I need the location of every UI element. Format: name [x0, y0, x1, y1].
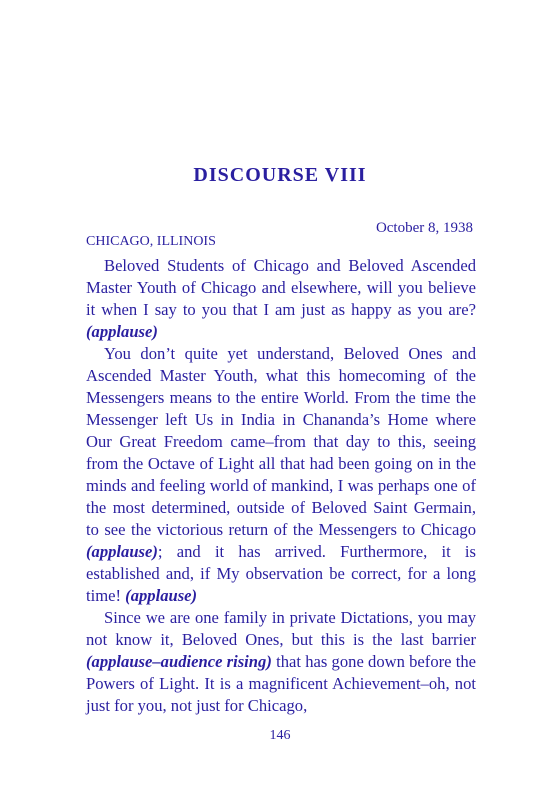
body-paragraph: [86, 255, 476, 343]
discourse-date: October 8, 1938: [375, 220, 473, 236]
paragraph-text: ; and it has arrived. Furthermore, it is established and, if My observation be correct, for a long time!: [86, 542, 476, 605]
body-paragraph: [86, 343, 476, 607]
paragraph-text: Since we are one family in private Dictations, you may not know it, Beloved Ones, but this is the last barrier: [86, 608, 476, 649]
body-paragraph: [86, 607, 476, 717]
discourse-heading: DISCOURSE VIII: [193, 164, 367, 186]
stage-note: (applause): [86, 542, 158, 561]
paragraph-text: You don’t quite yet understand, Beloved Ones and Ascended Master Youth, what this homecoming of the Messengers means to the entire World. From the time the Messenger left Us in India in Chananda’s Home where Our Great Freedom came–from that day to this, seeing from the Octave of Light all that had been going on in the minds and feeling world of mankind, I was perhaps one of the most determined, outside of Beloved Saint Germain, to see the victorious return of the Messengers to Chicago: [86, 344, 476, 539]
page-number: 146: [269, 728, 291, 743]
paragraph-text: that has gone down before the Powers of Light. It is a magnificent Achievement–oh, not just for you, not just for Chicago,: [86, 652, 477, 715]
discourse-location: CHICAGO, ILLINOIS: [86, 234, 216, 249]
discourse-body: [86, 255, 476, 717]
stage-note: (applause–audience rising): [86, 652, 272, 671]
stage-note: (applause): [125, 586, 198, 605]
paragraph-text: Beloved Students of Chicago and Beloved Ascended Master Youth of Chicago and elsewhere, will you believe it when I say to you that I am just as happy as you are?: [86, 256, 476, 319]
stage-note: (applause): [86, 322, 158, 341]
